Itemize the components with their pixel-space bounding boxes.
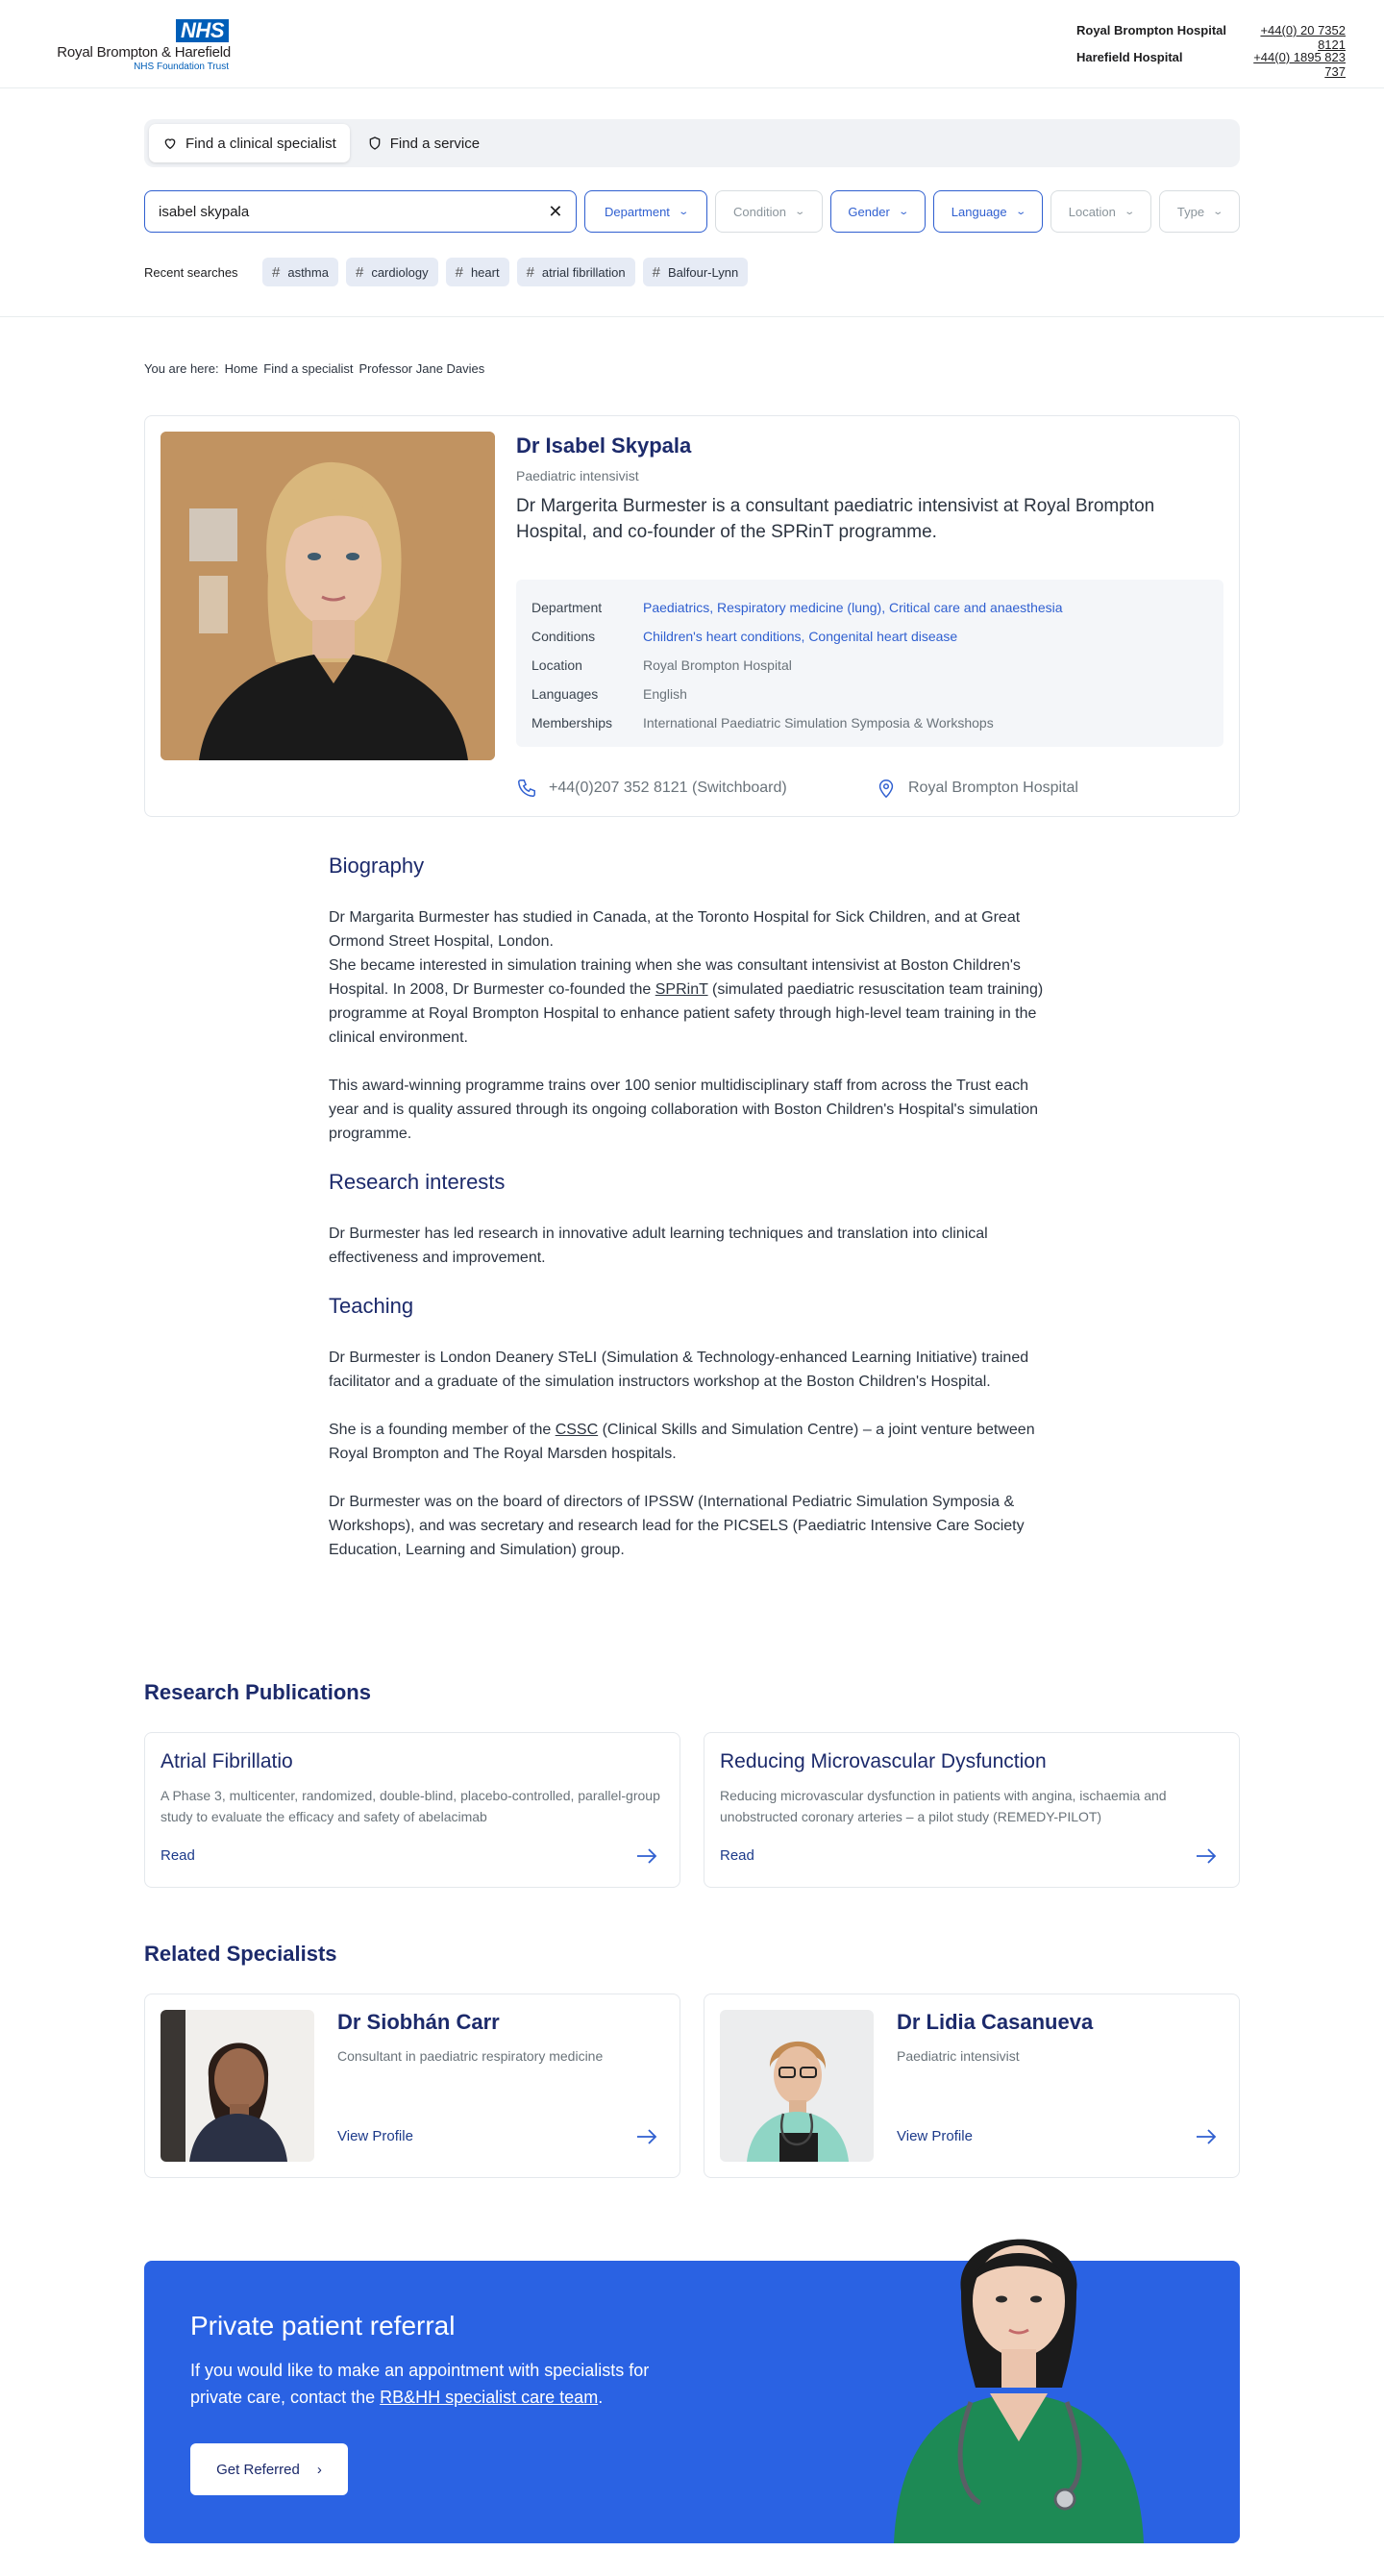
- publication-description: Reducing microvascular dysfunction in patients with angina, ischaemia and unobstructed coronary arteries – a pilot study (REMEDY-PILOT): [720, 1788, 1167, 1824]
- tab-find-specialist[interactable]: [149, 124, 350, 162]
- referral-end: .: [598, 2388, 604, 2407]
- chip-label: heart: [470, 264, 500, 280]
- tab-find-service[interactable]: [354, 124, 493, 162]
- fact-label: Languages: [531, 686, 599, 702]
- biography-heading: Biography: [329, 854, 425, 878]
- bio-text: (simulated paediatric resuscitation team training) programme at Royal Brompton Hospital to enhance patient safety through high-level team training in the clinical environment.: [329, 981, 1044, 1046]
- header-contact-brompton: [1076, 23, 1346, 52]
- specialist-name: Dr Lidia Casanueva: [897, 2010, 1094, 2034]
- fact-memberships: [531, 708, 1208, 737]
- fact-location: [531, 651, 1208, 680]
- teaching-paragraph: Dr Burmester was on the board of directors of IPSSW (International Pediatric Simulation Symposia & Workshops), and was secretary and research lead for the PICSELS (Paediatric Intensive Care Society Education, Learning and Simulation) group.: [329, 1494, 1025, 1558]
- fact-department: [531, 593, 1208, 622]
- biography-paragraph: [329, 905, 1059, 1050]
- fact-value-link[interactable]: Paediatrics, Respiratory medicine (lung), Critical care and anaesthesia: [643, 600, 1063, 615]
- filter-gender[interactable]: [830, 190, 927, 233]
- publication-card[interactable]: [704, 1732, 1240, 1888]
- recent-chip[interactable]: [262, 258, 338, 286]
- publication-title: Reducing Microvascular Dysfunction: [720, 1750, 1047, 1772]
- breadcrumb-current: Professor Jane Davies: [358, 361, 485, 376]
- sprint-link[interactable]: SPRinT: [655, 981, 708, 998]
- profile-location[interactable]: [876, 778, 1078, 799]
- filter-label: Department: [605, 204, 670, 219]
- chevron-down-icon: ⌄: [1014, 206, 1026, 217]
- teaching-paragraph: [329, 1418, 1059, 1466]
- specialist-card[interactable]: [144, 1994, 680, 2178]
- specialist-card[interactable]: [704, 1994, 1240, 2178]
- chip-label: Balfour-Lynn: [667, 264, 739, 280]
- profile-card: [144, 415, 1240, 817]
- profile-role: Paediatric intensivist: [516, 468, 639, 483]
- publications-heading: Research Publications: [144, 1680, 371, 1704]
- chevron-right-icon: ›: [316, 2461, 322, 2478]
- referral-text: [190, 2357, 690, 2411]
- profile-location-text: Royal Brompton Hospital: [908, 780, 1078, 796]
- chevron-down-icon: ⌄: [1124, 206, 1135, 217]
- shield-icon: [367, 136, 383, 151]
- fact-conditions: [531, 622, 1208, 651]
- arrow-right-icon[interactable]: [635, 1846, 658, 1866]
- filter-label: Condition: [733, 204, 786, 219]
- hash-icon: #: [272, 263, 281, 281]
- chevron-down-icon: ⌄: [898, 206, 909, 217]
- cssc-link[interactable]: CSSC: [555, 1422, 599, 1438]
- contact-phone-link[interactable]: +44(0) 20 7352 8121: [1260, 23, 1346, 52]
- recent-chip[interactable]: [446, 258, 509, 286]
- referral-body: If you would like to make an appointment with specialists for private care, contact the: [190, 2361, 650, 2407]
- search-area: [0, 88, 1384, 317]
- filter-location[interactable]: [1050, 190, 1152, 233]
- get-referred-button[interactable]: [190, 2443, 348, 2495]
- chip-label: atrial fibrillation: [541, 264, 626, 280]
- filter-label: Gender: [848, 204, 890, 219]
- search-box: [144, 190, 577, 233]
- hash-icon: #: [355, 263, 364, 281]
- publication-description: A Phase 3, multicenter, randomized, double-blind, placebo-controlled, parallel-group study to evaluate the efficacy and safety of abelacimab: [161, 1788, 660, 1824]
- chevron-down-icon: ⌄: [678, 206, 689, 217]
- publication-card[interactable]: [144, 1732, 680, 1888]
- profile-phone-text: +44(0)207 352 8121 (Switchboard): [549, 780, 787, 796]
- breadcrumb-prefix: You are here:: [144, 361, 219, 376]
- contact-hospital-name: Royal Brompton Hospital: [1076, 23, 1227, 37]
- heart-icon: [162, 136, 178, 151]
- fact-label: Department: [531, 600, 603, 615]
- teaching-heading: Teaching: [329, 1294, 414, 1318]
- header-contact-harefield: [1076, 50, 1346, 79]
- filter-label: Language: [951, 204, 1007, 219]
- map-pin-icon: [876, 778, 897, 799]
- read-link[interactable]: Read: [720, 1847, 754, 1864]
- recent-chip[interactable]: [643, 258, 749, 286]
- recent-chip[interactable]: [346, 258, 438, 286]
- fact-value: English: [643, 686, 687, 702]
- button-label: Get Referred: [216, 2461, 300, 2478]
- referral-heading: Private patient referral: [190, 2311, 456, 2341]
- recent-searches: [144, 258, 748, 286]
- view-profile-link[interactable]: View Profile: [897, 2128, 973, 2144]
- site-header: [0, 0, 1384, 88]
- profile-facts: [516, 580, 1223, 747]
- recent-searches-label: Recent searches: [144, 264, 238, 280]
- contact-phone-link[interactable]: +44(0) 1895 823 737: [1253, 50, 1346, 79]
- logo-name: Royal Brompton & Harefield: [57, 44, 231, 61]
- filter-department[interactable]: [584, 190, 707, 233]
- specialist-name: Dr Siobhán Carr: [337, 2010, 500, 2034]
- phone-icon: [516, 778, 537, 799]
- publication-title: Atrial Fibrillatio: [161, 1750, 293, 1772]
- arrow-right-icon[interactable]: [1195, 1846, 1218, 1866]
- hash-icon: #: [652, 263, 660, 281]
- fact-value: Royal Brompton Hospital: [643, 657, 792, 673]
- nurse-illustration: [875, 2205, 1163, 2543]
- chip-label: asthma: [287, 264, 329, 280]
- specialist-photo: [161, 2010, 314, 2162]
- fact-label: Memberships: [531, 715, 613, 731]
- profile-photo: [161, 432, 495, 760]
- filter-type[interactable]: [1159, 190, 1240, 233]
- biography-paragraph: This award-winning programme trains over 100 senior multidisciplinary staff from across the Trust each year and is quality assured through its ongoing collaboration with Boston Children's Hospital's simulation programme.: [329, 1077, 1039, 1142]
- tab-label: Find a service: [389, 135, 481, 152]
- fact-label: Location: [531, 657, 582, 673]
- view-profile-link[interactable]: View Profile: [337, 2128, 413, 2144]
- specialist-care-team-link[interactable]: RB&HH specialist care team: [380, 2388, 599, 2407]
- tab-label: Find a clinical specialist: [185, 135, 336, 152]
- related-heading: Related Specialists: [144, 1942, 337, 1966]
- specialist-role: Paediatric intensivist: [897, 2048, 1020, 2064]
- breadcrumb-find-specialist[interactable]: Find a specialist: [263, 361, 354, 376]
- filter-condition[interactable]: [715, 190, 823, 233]
- hash-icon: #: [526, 263, 534, 281]
- clear-search-icon[interactable]: ✕: [548, 201, 563, 221]
- breadcrumb-home[interactable]: Home: [224, 361, 259, 376]
- breadcrumb: [144, 361, 484, 376]
- filter-label: Type: [1176, 204, 1205, 219]
- read-link[interactable]: Read: [161, 1847, 195, 1864]
- chip-label: cardiology: [371, 264, 429, 280]
- profile-phone[interactable]: [516, 778, 787, 799]
- filter-label: Location: [1068, 204, 1116, 219]
- search-filters: [144, 190, 1240, 233]
- specialist-photo: [720, 2010, 874, 2162]
- filter-language[interactable]: [933, 190, 1043, 233]
- hash-icon: #: [455, 263, 463, 281]
- specialist-role: Consultant in paediatric respiratory medicine: [337, 2048, 604, 2064]
- fact-value: International Paediatric Simulation Symposia & Workshops: [643, 715, 994, 731]
- private-referral-banner: [144, 2261, 1240, 2543]
- logo-subtitle: NHS Foundation Trust: [134, 62, 229, 72]
- contact-hospital-name: Harefield Hospital: [1076, 50, 1183, 64]
- search-tabs: [144, 119, 1240, 167]
- search-input[interactable]: [159, 204, 548, 220]
- arrow-right-icon[interactable]: [635, 2127, 658, 2146]
- teaching-paragraph: Dr Burmester is London Deanery STeLI (Simulation & Technology-enhanced Learning Initiative) trained facilitator and a graduate of the simulation instructors workshop at the Boston Children's Hospital.: [329, 1350, 1029, 1390]
- biography: [329, 854, 1059, 1586]
- chevron-down-icon: ⌄: [794, 206, 806, 217]
- bio-text: Dr Margarita Burmester has studied in Canada, at the Toronto Hospital for Sick Children, and at Great Ormond Street Hospital, London.: [329, 909, 1021, 950]
- research-paragraph: Dr Burmester has led research in innovative adult learning techniques and translation into clinical effectiveness and improvement.: [329, 1226, 988, 1266]
- arrow-right-icon[interactable]: [1195, 2127, 1218, 2146]
- recent-chip[interactable]: [517, 258, 635, 286]
- bio-text: (Clinical Skills and Simulation Centre) – a joint venture between Royal Brompton and The Royal Marsden hospitals.: [329, 1422, 1035, 1462]
- fact-label: Conditions: [531, 629, 596, 644]
- profile-name: Dr Isabel Skypala: [516, 433, 692, 458]
- nhs-badge: NHS: [176, 19, 229, 42]
- fact-languages: [531, 680, 1208, 708]
- bio-text: She became interested in simulation training when she was consultant intensivist at Boston Children's Hospital. In 2008, Dr Burmester co-founded the: [329, 957, 1021, 998]
- chevron-down-icon: ⌄: [1212, 206, 1224, 217]
- trust-logo[interactable]: [38, 19, 231, 73]
- bio-text: She is a founding member of the: [329, 1422, 556, 1438]
- fact-value-link[interactable]: Children's heart conditions, Congenital heart disease: [643, 629, 958, 644]
- research-heading: Research interests: [329, 1170, 506, 1194]
- profile-intro: Dr Margerita Burmester is a consultant paediatric intensivist at Royal Brompton Hospital, and co-founder of the SPRinT programme.: [516, 496, 1155, 542]
